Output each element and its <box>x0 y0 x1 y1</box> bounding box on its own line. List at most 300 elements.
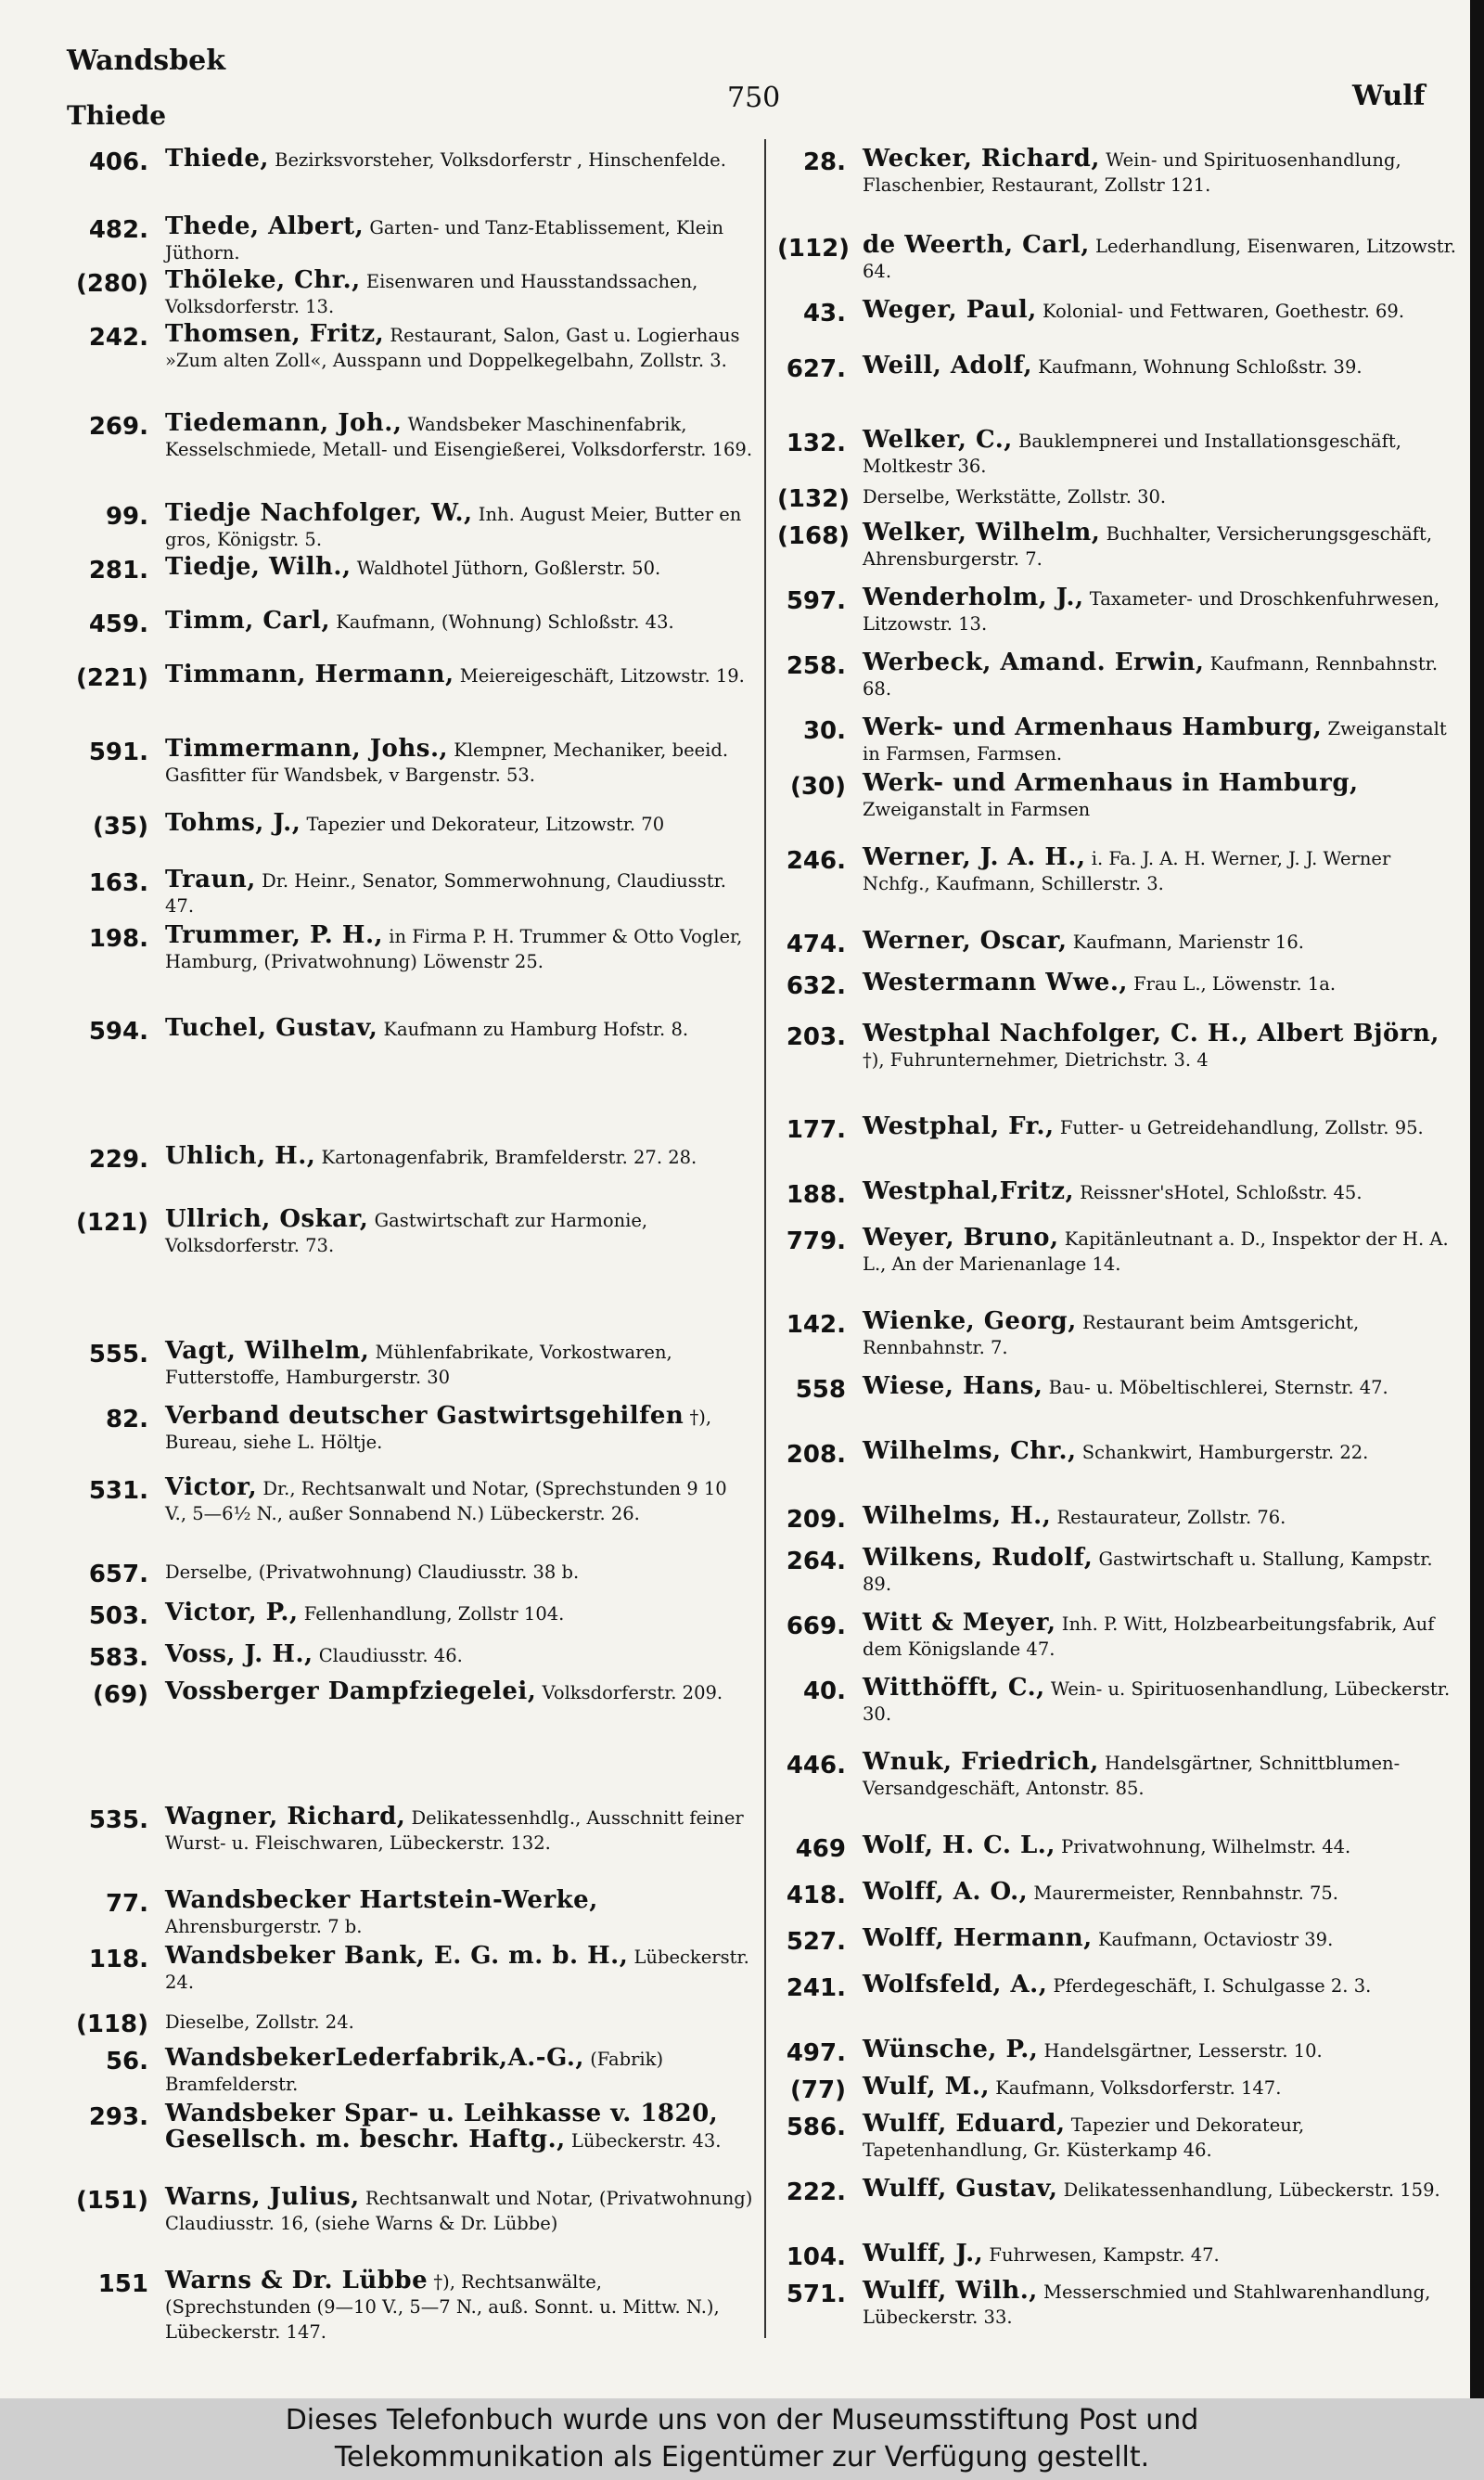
directory-entry <box>56 1642 753 1672</box>
subscriber-detail: Wein- und Spirituosenhandlung, Flaschenbier, Restaurant, Zollstr 121. <box>863 149 1401 196</box>
subscriber-detail: Inh. P. Witt, Holzbearbeitungsfabrik, Auf dem Königslande 47. <box>863 1613 1435 1660</box>
directory-entry <box>777 233 1464 284</box>
directory-entry <box>56 1475 753 1526</box>
phone-number: 571. <box>786 2281 846 2308</box>
subscriber-name: Warns & Dr. Lübbe <box>165 2267 429 2294</box>
subscriber-name: Werner, Oscar, <box>863 927 1068 955</box>
directory-entry <box>777 585 1464 636</box>
entry-text <box>863 1880 1464 1909</box>
phone-number: 586. <box>786 2114 846 2141</box>
directory-entry <box>777 1504 1464 1534</box>
directory-entry <box>56 555 753 585</box>
directory-entry <box>777 1750 1464 1801</box>
subscriber-detail: Schankwirt, Hamburgerstr. 22. <box>1081 1442 1369 1463</box>
subscriber-detail: †), Fuhrunternehmer, Dietrichstr. 3. 4 <box>863 1049 1209 1071</box>
phone-number: 151 <box>97 2270 148 2298</box>
directory-entry <box>56 322 753 373</box>
entry-text <box>863 1226 1464 1277</box>
directory-entry <box>777 1676 1464 1727</box>
entry-text <box>863 353 1464 383</box>
directory-entry <box>777 715 1464 766</box>
directory-entry <box>56 1404 753 1455</box>
phone-number: 459. <box>88 610 148 638</box>
phone-number: 669. <box>786 1613 846 1640</box>
footer-line-1: Dieses Telefonbuch wurde uns von der Museumsstiftung Post und <box>285 2404 1199 2436</box>
subscriber-name: de Weerth, Carl, <box>863 231 1090 259</box>
phone-number: 99. <box>105 503 148 531</box>
phone-number: 142. <box>786 1311 846 1339</box>
subscriber-name: Wulff, J., <box>863 2240 984 2268</box>
column-divider <box>764 139 766 2338</box>
subscriber-name: Wolfsfeld, A., <box>863 1971 1048 1998</box>
entry-text <box>863 1750 1464 1801</box>
directory-entry <box>56 147 753 176</box>
subscriber-name: Tiedje Nachfolger, W., <box>165 499 473 527</box>
subscriber-name: Wecker, Richard, <box>863 145 1100 173</box>
subscriber-detail: Rechtsanwalt und Notar, (Privatwohnung) Claudiusstr. 16, (siehe Warns & Dr. Lübbe) <box>165 2188 753 2234</box>
subscriber-name: Welker, Wilhelm, <box>863 519 1101 546</box>
phone-number: 203. <box>786 1023 846 1051</box>
entry-text <box>165 268 753 319</box>
subscriber-detail: Handelsgärtner, Lesserstr. 10. <box>1043 2040 1323 2062</box>
subscriber-name: Wandsbecker Hartstein-Werke, <box>165 1886 598 1914</box>
subscriber-detail: Lübeckerstr. 24. <box>165 1947 749 1993</box>
entry-text <box>165 1642 753 1672</box>
phone-number: 558 <box>795 1376 846 1404</box>
phone-number: (168) <box>777 522 851 550</box>
entry-text <box>165 555 753 585</box>
directory-entry <box>777 1611 1464 1662</box>
phone-number: (118) <box>75 2011 148 2038</box>
directory-entry <box>56 1679 753 1709</box>
directory-entry <box>56 2009 753 2038</box>
subscriber-detail: Kapitänleutnant a. D., Inspektor der H. A. L., An der Marienanlage 14. <box>863 1228 1449 1275</box>
phone-number: 627. <box>786 355 846 383</box>
subscriber-detail: Taxameter- und Droschkenfuhrwesen, Litzowstr. 13. <box>863 588 1440 635</box>
subscriber-detail: Eisenwaren und Hausstandssachen, Volksdorferstr. 13. <box>165 271 698 317</box>
entry-text <box>863 715 1464 766</box>
subscriber-detail: Tapezier und Dekorateur, Litzowstr. 70 <box>306 814 665 835</box>
directory-entry <box>777 1880 1464 1909</box>
directory-entry <box>777 483 1464 513</box>
phone-number: 30. <box>802 717 846 745</box>
subscriber-detail: Meiereigeschäft, Litzowstr. 19. <box>459 665 745 687</box>
subscriber-detail: Kartonagenfabrik, Bramfelderstr. 27. 28. <box>321 1147 697 1168</box>
directory-entry <box>56 2268 753 2345</box>
phone-number: 258. <box>786 652 846 680</box>
entry-text <box>863 428 1464 479</box>
subscriber-name: Tuchel, Gustav, <box>165 1014 378 1042</box>
phone-number: (35) <box>93 813 148 841</box>
subscriber-name: Weyer, Bruno, <box>863 1224 1059 1252</box>
entry-text <box>165 662 753 692</box>
subscriber-name: Victor, P., <box>165 1599 299 1626</box>
subscriber-detail: Reissner'sHotel, Schloßstr. 45. <box>1080 1182 1362 1203</box>
subscriber-detail: Restaurateur, Zollstr. 76. <box>1056 1507 1286 1528</box>
subscriber-detail: Mühlenfabrikate, Vorkostwaren, Futterstoffe, Hamburgerstr. 30 <box>165 1342 672 1388</box>
subscriber-detail: Gastwirtschaft u. Stallung, Kampstr. 89. <box>863 1548 1433 1595</box>
entry-text <box>165 1805 753 1856</box>
subscriber-detail: Derselbe, (Privatwohnung) Claudiusstr. 38 b. <box>165 1561 580 1583</box>
running-head-city: Wandsbek <box>67 45 226 77</box>
subscriber-detail: Dr. Heinr., Senator, Sommerwohnung, Claudiusstr. 47. <box>165 870 726 917</box>
directory-entry <box>56 1600 753 1630</box>
directory-entry <box>56 2046 753 2097</box>
phone-number: 406. <box>88 148 148 176</box>
phone-number: 281. <box>88 557 148 585</box>
entry-text <box>863 1676 1464 1727</box>
directory-entry <box>56 501 753 552</box>
phone-number: 527. <box>786 1928 846 1956</box>
phone-number: 208. <box>786 1441 846 1469</box>
directory-entry <box>777 2075 1464 2104</box>
subscriber-name: Werk- und Armenhaus in Hamburg, <box>863 769 1359 797</box>
subscriber-detail: Zweiganstalt in Farmsen <box>863 799 1091 820</box>
subscriber-detail: Tapezier und Dekorateur, Tapetenhandlung, Gr. Küsterkamp 46. <box>863 2114 1305 2161</box>
directory-entry <box>777 1022 1464 1073</box>
subscriber-name: Tiedemann, Joh., <box>165 409 403 437</box>
subscriber-name: Westphal, Fr., <box>863 1112 1055 1140</box>
subscriber-detail: Futter- u Getreidehandlung, Zollstr. 95. <box>1059 1117 1424 1138</box>
subscriber-detail: Kaufmann, Octaviostr 39. <box>1097 1929 1334 1950</box>
subscriber-name: Westphal Nachfolger, C. H., Albert Björn, <box>863 1020 1439 1047</box>
subscriber-name: Ullrich, Oskar, <box>165 1205 369 1233</box>
directory-entry <box>777 2279 1464 2330</box>
directory-entry <box>777 147 1464 198</box>
entry-text <box>863 483 1464 513</box>
phone-number: 503. <box>88 1602 148 1630</box>
entry-text <box>165 1016 753 1046</box>
running-head-first-entry: Thiede <box>67 100 167 131</box>
subscriber-name: Wilkens, Rudolf, <box>863 1544 1094 1572</box>
subscriber-name: Wenderholm, J., <box>863 584 1084 611</box>
entry-text <box>165 923 753 974</box>
subscriber-detail: Messerschmied und Stahlwarenhandlung, Lübeckerstr. 33. <box>863 2281 1431 2328</box>
subscriber-detail: Bezirksvorsteher, Volksdorferstr , Hinschenfelde. <box>275 149 726 171</box>
subscriber-detail: Fellenhandlung, Zollstr 104. <box>303 1603 565 1625</box>
entry-text <box>165 411 753 462</box>
phone-number: 482. <box>88 216 148 244</box>
subscriber-name: Wolff, A. O., <box>863 1878 1029 1906</box>
phone-number: 242. <box>88 324 148 352</box>
scan-edge <box>1470 0 1484 2398</box>
subscriber-detail: Claudiusstr. 46. <box>318 1645 463 1666</box>
entry-text <box>165 1679 753 1709</box>
entry-text <box>165 811 753 841</box>
directory-entry <box>777 2177 1464 2206</box>
subscriber-detail: Privatwohnung, Wilhelmstr. 44. <box>1061 1836 1351 1857</box>
subscriber-name: Westermann Wwe., <box>863 969 1128 996</box>
directory-entry <box>56 1888 753 1939</box>
subscriber-name: Wnuk, Friedrich, <box>863 1748 1099 1776</box>
entry-text <box>863 2037 1464 2067</box>
phone-number: 497. <box>786 2039 846 2067</box>
phone-number: 293. <box>88 2103 148 2131</box>
directory-entry <box>777 1309 1464 1360</box>
phone-number: 209. <box>786 1506 846 1534</box>
entry-text <box>165 867 753 919</box>
entry-text <box>863 1439 1464 1469</box>
subscriber-name: Wulff, Wilh., <box>863 2277 1038 2305</box>
subscriber-name: Witthöfft, C., <box>863 1674 1045 1702</box>
subscriber-detail: Lübeckerstr. 43. <box>570 2130 722 2152</box>
directory-entry <box>56 1805 753 1856</box>
directory-entry <box>777 1546 1464 1597</box>
phone-number: 474. <box>786 931 846 958</box>
entry-text <box>165 737 753 788</box>
directory-entry <box>56 923 753 974</box>
directory-entry <box>56 1944 753 1995</box>
phone-number: 591. <box>88 739 148 766</box>
phone-number: 132. <box>786 430 846 457</box>
directory-entry <box>56 268 753 319</box>
subscriber-detail: Garten- und Tanz-Etablissement, Klein Jüthorn. <box>165 217 724 263</box>
page-number: 750 <box>727 82 781 114</box>
phone-number: 594. <box>88 1018 148 1046</box>
entry-text <box>165 147 753 176</box>
phone-number: (132) <box>777 485 851 513</box>
subscriber-name: Werk- und Armenhaus Hamburg, <box>863 713 1323 741</box>
phone-number: (121) <box>75 1209 148 1237</box>
subscriber-name: Timm, Carl, <box>165 607 331 635</box>
subscriber-detail: in Firma P. H. Trummer & Otto Vogler, Hamburg, (Privatwohnung) Löwenstr 25. <box>165 926 743 972</box>
subscriber-name: Verband deutscher Gastwirtsgehilfen <box>165 1402 684 1430</box>
directory-entry <box>56 1339 753 1390</box>
phone-number: 163. <box>88 869 148 897</box>
subscriber-detail: Kaufmann, Marienstr 16. <box>1072 932 1304 953</box>
entry-text <box>863 2279 1464 2330</box>
phone-number: 583. <box>88 1644 148 1672</box>
entry-text <box>863 1374 1464 1404</box>
subscriber-detail: Volksdorferstr. 209. <box>542 1682 723 1703</box>
phone-number: 229. <box>88 1146 148 1174</box>
directory-entry <box>56 867 753 919</box>
subscriber-name: Wilhelms, H., <box>863 1502 1052 1530</box>
subscriber-detail: †), Bureau, siehe L. Höltje. <box>165 1407 712 1453</box>
entry-text <box>863 1179 1464 1209</box>
entry-text <box>165 609 753 638</box>
subscriber-detail: Inh. August Meier, Butter en gros, Königstr. 5. <box>165 504 742 550</box>
directory-entry <box>56 1207 753 1258</box>
subscriber-detail: Lederhandlung, Eisenwaren, Litzowstr. 64. <box>863 236 1456 282</box>
subscriber-name: Wünsche, P., <box>863 2036 1039 2063</box>
directory-entry <box>777 771 1464 822</box>
subscriber-detail: Maurermeister, Rennbahnstr. 75. <box>1033 1882 1338 1904</box>
entry-text <box>165 2268 753 2345</box>
phone-number: 469 <box>795 1835 846 1863</box>
directory-entry <box>777 1439 1464 1469</box>
directory-entry <box>56 1559 753 1588</box>
entry-text <box>165 2101 753 2153</box>
subscriber-detail: Kaufmann zu Hamburg Hofstr. 8. <box>383 1019 689 1040</box>
subscriber-name: Timmann, Hermann, <box>165 661 454 688</box>
directory-entry <box>777 298 1464 328</box>
entry-text <box>863 2112 1464 2163</box>
phone-number: 597. <box>786 587 846 615</box>
directory-entry <box>777 1972 1464 2002</box>
subscriber-name: Wagner, Richard, <box>165 1803 406 1831</box>
entry-text <box>165 1944 753 1995</box>
entry-text <box>863 2242 1464 2271</box>
entry-text <box>165 501 753 552</box>
phone-number: 198. <box>88 925 148 953</box>
subscriber-detail: Zweiganstalt in Farmsen, Farmsen. <box>863 718 1447 765</box>
entry-text <box>165 1339 753 1390</box>
phone-number: 241. <box>786 1974 846 2002</box>
directory-entry <box>777 428 1464 479</box>
phone-number: (221) <box>75 664 148 692</box>
entry-text <box>863 771 1464 822</box>
subscriber-name: Wulff, Eduard, <box>863 2110 1066 2138</box>
entry-text <box>863 1546 1464 1597</box>
subscriber-detail: Restaurant beim Amtsgericht, Rennbahnstr. 7. <box>863 1312 1360 1358</box>
entry-text <box>165 1144 753 1174</box>
entry-text <box>863 2075 1464 2104</box>
phone-number: 535. <box>88 1806 148 1834</box>
subscriber-detail: i. Fa. J. A. H. Werner, J. J. Werner Nchfg., Kaufmann, Schillerstr. 3. <box>863 848 1391 894</box>
entry-text <box>165 1404 753 1455</box>
entry-text <box>165 2009 753 2038</box>
subscriber-detail: Kaufmann, Rennbahnstr. 68. <box>863 653 1439 700</box>
subscriber-name: Wulf, M., <box>863 2073 991 2101</box>
subscriber-detail: Fuhrwesen, Kampstr. 47. <box>989 2244 1220 2266</box>
subscriber-name: Westphal,Fritz, <box>863 1177 1075 1205</box>
subscriber-name: Wilhelms, Chr., <box>863 1437 1077 1465</box>
phone-number: 28. <box>802 148 846 176</box>
subscriber-detail: †), Rechtsanwälte, (Sprechstunden (9—10 V., 5—7 N., auß. Sonnt. u. Mittw. N.), Lübeckerstr. 147. <box>165 2271 720 2343</box>
subscriber-name: Wolf, H. C. L., <box>863 1831 1055 1859</box>
phone-number: 418. <box>786 1882 846 1909</box>
footer-notice <box>0 2398 1484 2480</box>
directory-entry <box>777 970 1464 1000</box>
directory-entry <box>777 2242 1464 2271</box>
directory-entry <box>56 737 753 788</box>
phone-number: 269. <box>88 413 148 441</box>
entry-text <box>165 1600 753 1630</box>
subscriber-name: Tohms, J., <box>165 809 301 837</box>
entry-text <box>863 650 1464 701</box>
directory-entry <box>777 520 1464 572</box>
directory-entry <box>777 2037 1464 2067</box>
entry-text <box>165 1207 753 1258</box>
subscriber-name: WandsbekerLederfabrik,A.-G., <box>165 2044 584 2072</box>
directory-entry <box>56 2185 753 2236</box>
directory-entry <box>56 1016 753 1046</box>
entry-text <box>863 1972 1464 2002</box>
directory-entry <box>56 662 753 692</box>
phone-number: 177. <box>786 1116 846 1144</box>
subscriber-name: Weill, Adolf, <box>863 352 1033 379</box>
subscriber-name: Trummer, P. H., <box>165 921 384 949</box>
subscriber-name: Timmermann, Johs., <box>165 735 449 763</box>
subscriber-detail: Bau- u. Möbeltischlerei, Sternstr. 47. <box>1048 1377 1388 1398</box>
phone-number: 632. <box>786 972 846 1000</box>
subscriber-detail: Derselbe, Werkstätte, Zollstr. 30. <box>863 486 1167 508</box>
entry-text <box>863 2177 1464 2206</box>
subscriber-name: Witt & Meyer, <box>863 1609 1056 1637</box>
phone-number: 77. <box>105 1890 148 1918</box>
entry-text <box>165 2046 753 2097</box>
entry-text <box>863 147 1464 198</box>
subscriber-name: Warns, Julius, <box>165 2183 360 2211</box>
entry-text <box>863 1611 1464 1662</box>
directory-entry <box>56 2101 753 2153</box>
subscriber-detail: Buchhalter, Versicherungsgeschäft, Ahrensburgerstr. 7. <box>863 523 1433 570</box>
entry-text <box>863 585 1464 636</box>
subscriber-name: Tiedje, Wilh., <box>165 553 352 581</box>
directory-entry <box>777 845 1464 896</box>
phone-number: (280) <box>75 270 148 298</box>
subscriber-detail: Delikatessenhdlg., Ausschnitt feiner Wurst- u. Fleischwaren, Lübeckerstr. 132. <box>165 1807 744 1854</box>
phone-number: 246. <box>786 847 846 875</box>
directory-entry <box>56 811 753 841</box>
directory-entry <box>56 1144 753 1174</box>
directory-entry <box>777 353 1464 383</box>
phone-number: 657. <box>88 1561 148 1588</box>
subscriber-name: Voss, J. H., <box>165 1640 313 1668</box>
entry-text <box>863 1114 1464 1144</box>
subscriber-detail: Handelsgärtner, Schnittblumen-Versandgeschäft, Antonstr. 85. <box>863 1753 1401 1799</box>
entry-text <box>863 1833 1464 1863</box>
subscriber-detail: Bauklempnerei und Installationsgeschäft, Moltkestr 36. <box>863 430 1401 477</box>
phone-number: (69) <box>93 1681 148 1709</box>
subscriber-name: Wiese, Hans, <box>863 1372 1043 1400</box>
subscriber-name: Thöleke, Chr., <box>165 266 361 294</box>
subscriber-name: Victor, <box>165 1473 258 1501</box>
subscriber-name: Weger, Paul, <box>863 296 1037 324</box>
subscriber-name: Thiede, <box>165 145 269 173</box>
entry-text <box>165 1559 753 1588</box>
subscriber-name: Werbeck, Amand. Erwin, <box>863 649 1205 676</box>
phone-number: (112) <box>777 235 851 263</box>
running-head-last-entry: Wulf <box>1352 80 1426 112</box>
phone-number: 56. <box>105 2048 148 2075</box>
subscriber-detail: Klempner, Mechaniker, beeid. Gasfitter für Wandsbek, v Bargenstr. 53. <box>165 739 729 786</box>
phone-number: 118. <box>88 1946 148 1973</box>
subscriber-detail: Kaufmann, Volksdorferstr. 147. <box>995 2077 1282 2099</box>
entry-text <box>863 298 1464 328</box>
subscriber-detail: Waldhotel Jüthorn, Goßlerstr. 50. <box>356 558 661 579</box>
entry-text <box>165 214 753 265</box>
subscriber-detail: Dr., Rechtsanwalt und Notar, (Sprechstunden 9 10 V., 5—6½ N., außer Sonnabend N.) Lübeckerstr. 26. <box>165 1478 727 1524</box>
entry-text <box>165 2185 753 2236</box>
directory-entry <box>777 1114 1464 1144</box>
directory-entry <box>777 1179 1464 1209</box>
entry-text <box>863 520 1464 572</box>
phone-number: (77) <box>790 2076 846 2104</box>
subscriber-detail: Wandsbeker Maschinenfabrik, Kesselschmiede, Metall- und Eisengießerei, Volksdorferstr. 169. <box>165 414 753 460</box>
subscriber-detail: Delikatessenhandlung, Lübeckerstr. 159. <box>1063 2179 1440 2201</box>
directory-entry <box>56 411 753 462</box>
directory-entry <box>777 1374 1464 1404</box>
directory-entry <box>777 1833 1464 1863</box>
subscriber-detail: Frau L., Löwenstr. 1a. <box>1133 973 1337 995</box>
subscriber-detail: Kaufmann, Wohnung Schloßstr. 39. <box>1038 356 1362 378</box>
subscriber-name: Wolff, Hermann, <box>863 1924 1093 1952</box>
phone-number: (30) <box>790 773 846 801</box>
subscriber-detail: Restaurant, Salon, Gast u. Logierhaus »Zum alten Zoll«, Ausspann und Doppelkegelbahn, Zollstr. 3. <box>165 325 740 371</box>
subscriber-detail: Kolonial- und Fettwaren, Goethestr. 69. <box>1043 301 1405 322</box>
subscriber-detail: Dieselbe, Zollstr. 24. <box>165 2011 354 2033</box>
subscriber-name: Thomsen, Fritz, <box>165 320 385 348</box>
phone-number: 222. <box>786 2178 846 2206</box>
entry-text <box>863 845 1464 896</box>
entry-text <box>863 970 1464 1000</box>
subscriber-detail: Kaufmann, (Wohnung) Schloßstr. 43. <box>336 611 674 633</box>
entry-text <box>863 233 1464 284</box>
directory-entry <box>777 929 1464 958</box>
subscriber-name: Traun, <box>165 866 256 893</box>
